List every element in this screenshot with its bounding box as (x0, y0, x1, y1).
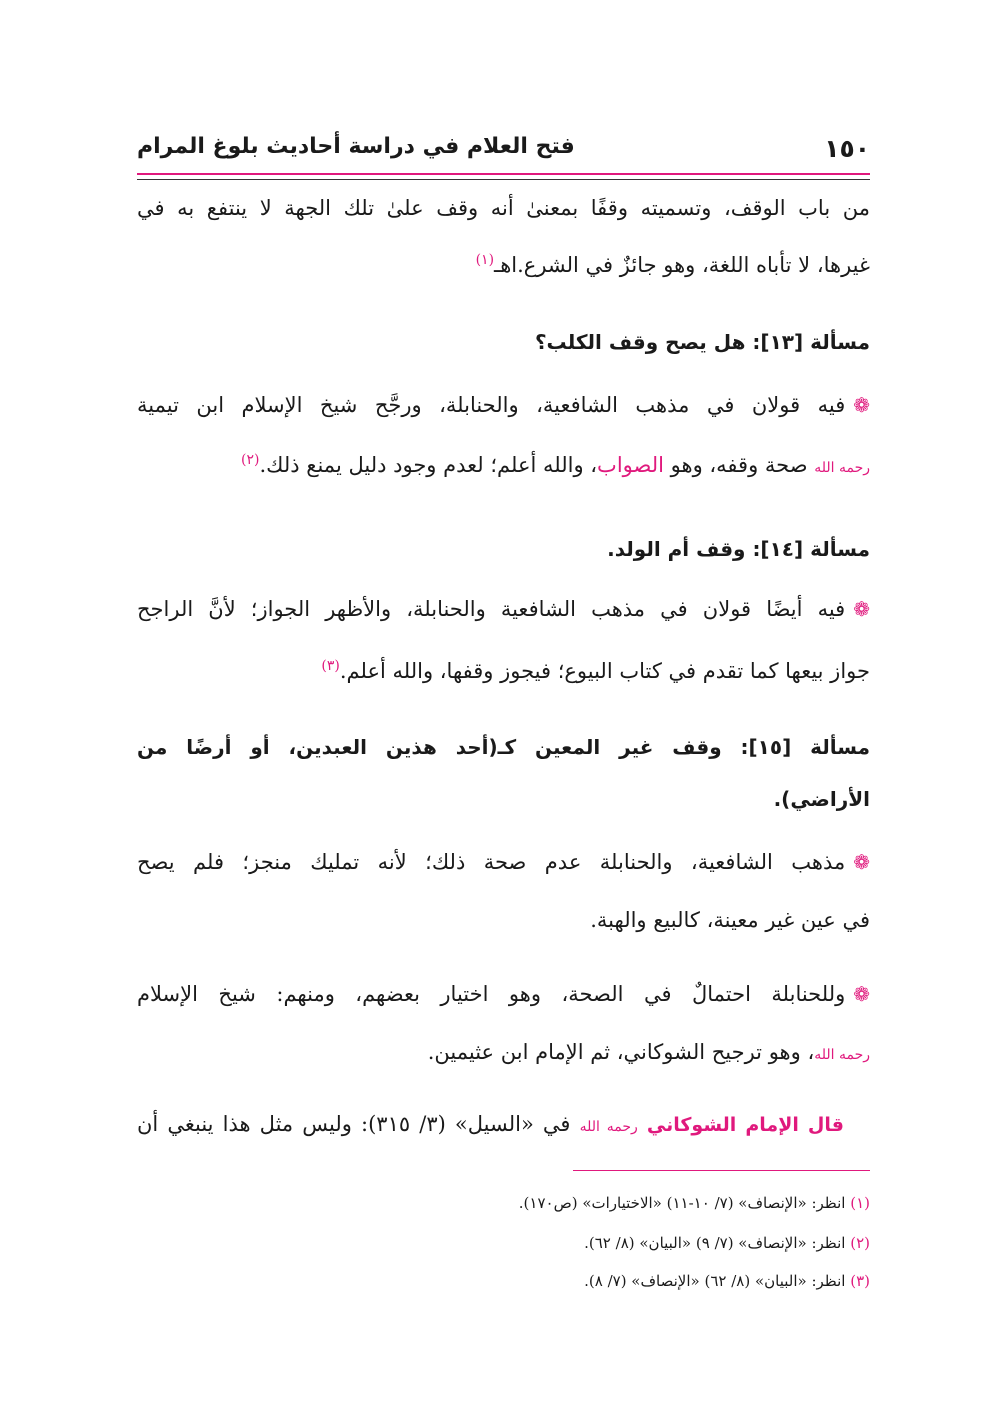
section-heading: مسألة [١٤]: وقف أم الولد. (607, 537, 870, 561)
paragraph-line (137, 658, 870, 683)
footnote (584, 1272, 870, 1290)
footnote-text: انظر: «الإنصاف» (٧/ ٩) «البيان» (٨/ ٦٢). (584, 1234, 846, 1252)
section-heading-continued: الأراضي). (773, 787, 870, 811)
running-header (137, 128, 870, 168)
honorific: رحمه الله (579, 1119, 638, 1135)
text: صحة وقفه، وهو (670, 453, 808, 477)
footnote (519, 1194, 870, 1212)
text: في عين غير معينة، كالبيع والهبة. (590, 908, 870, 932)
text: مذهب الشافعية، والحنابلة عدم صحة ذلك؛ لأنه تمليك منجز؛ فلم يصح (137, 850, 846, 874)
text: في «السيل» (٣/ ٣١٥): وليس مثل هذا ينبغي أن (137, 1112, 571, 1136)
paragraph-line (137, 196, 870, 220)
paragraph-line (137, 1040, 870, 1064)
paragraph-line (137, 393, 870, 417)
paragraph-line (137, 982, 870, 1006)
paragraph-line (137, 908, 870, 932)
footnote-ref[interactable]: (٣) (321, 658, 340, 674)
quote-lead: قال الإمام الشوكاني (646, 1114, 844, 1136)
paragraph-line (137, 1112, 844, 1136)
footnote-text: انظر: «الإنصاف» (٧/ ١٠-١١) «الاختيارات» (ص١٧٠). (518, 1194, 846, 1212)
flower-bullet-icon: ❁ (853, 597, 870, 621)
section-heading: مسألة [١٣]: هل يصح وقف الكلب؟ (534, 330, 870, 354)
flower-bullet-icon: ❁ (853, 393, 870, 417)
footnote-number: (١) (850, 1194, 870, 1212)
text: ، وهو ترجيح الشوكاني، ثم الإمام ابن عثيمين. (427, 1040, 815, 1064)
paragraph-line (137, 850, 870, 874)
text: غيرها، لا تأباه اللغة، وهو جائزٌ في الشرع.اهـ (494, 253, 870, 277)
footnote (584, 1234, 870, 1252)
footnote-ref[interactable]: (١) (475, 252, 495, 268)
footnote-number: (٢) (850, 1234, 870, 1252)
page-number: ١٥٠ (824, 134, 870, 163)
header-rule-accent (137, 173, 870, 175)
text: فيه أيضًا قولان في مذهب الشافعية والحنابلة، والأظهر الجواز؛ لأنَّ الراجح (137, 597, 846, 621)
emphasis-text: الصواب (597, 453, 664, 477)
text: جواز بيعها كما تقدم في كتاب البيوع؛ فيجوز وقفها، والله أعلم. (339, 659, 870, 683)
footnote-ref[interactable]: (٢) (241, 452, 260, 468)
paragraph-line (137, 597, 870, 621)
footnote-number: (٣) (850, 1272, 870, 1290)
book-title: فتح العلام في دراسة أحاديث بلوغ المرام (137, 134, 575, 159)
text: وللحنابلة احتمالٌ في الصحة، وهو اختيار بعضهم، ومنهم: شيخ الإسلام (137, 982, 846, 1006)
header-rule (137, 179, 870, 180)
section-heading: مسألة [١٥]: وقف غير المعين كـ(أحد هذين العبدين، أو أرضًا من (137, 735, 870, 759)
honorific: رحمه الله (814, 460, 870, 476)
flower-bullet-icon: ❁ (853, 982, 870, 1006)
text: ، والله أعلم؛ لعدم وجود دليل يمنع ذلك. (259, 453, 598, 477)
flower-bullet-icon: ❁ (853, 850, 870, 874)
paragraph-line (137, 452, 870, 477)
footnote-separator (573, 1170, 870, 1171)
footnote-text: انظر: «البيان» (٨/ ٦٢) «الإنصاف» (٧/ ٨). (584, 1272, 846, 1290)
honorific: رحمه الله (814, 1047, 870, 1063)
text: فيه قولان في مذهب الشافعية، والحنابلة، ورجَّح شيخ الإسلام ابن تيمية (137, 393, 846, 417)
text: من باب الوقف، وتسميته وقفًا بمعنىٰ أنه وقف علىٰ تلك الجهة لا ينتفع به في (137, 196, 870, 220)
paragraph-line (137, 252, 870, 277)
